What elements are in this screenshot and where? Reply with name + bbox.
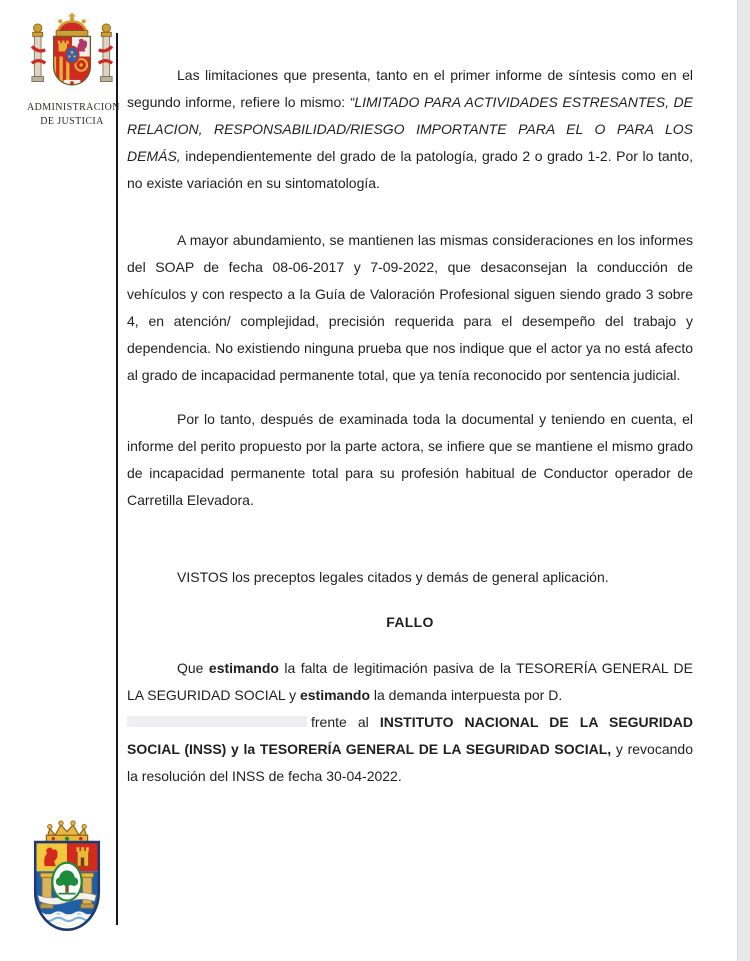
text-run: y revocando la resolución del INSS de fecha 30-04-2022. (127, 741, 693, 784)
institution-name-line1: ADMINISTRACION (27, 102, 120, 113)
paragraph-fallo (127, 655, 693, 790)
text-run: Que (177, 660, 209, 676)
text-run: estimando (208, 660, 279, 676)
text-run: INSTITUTO NACIONAL DE LA SEGURIDAD SOCIAL (INSS) y la TESORERÍA GENERAL DE LA SEGURIDAD SOCIAL, (127, 714, 693, 757)
text-run: independientemente del grado de la patología, grado 2 o grado 1-2. Por lo tanto, no existe variación en su sintomatología. (127, 148, 693, 191)
footer-emblem-block (22, 806, 112, 946)
text-run: la demanda interpuesta por D. (370, 687, 563, 703)
text-run: estimando (299, 687, 370, 703)
fallo-heading: FALLO (386, 614, 434, 630)
paragraph-limitaciones (127, 62, 693, 197)
text-run: frente al (311, 714, 380, 730)
text-run: Por lo tanto, después de examinada toda la documental y teniendo en cuenta, el informe del perito propuesto por la parte actora, se infiere que se mantiene el mismo grado de incapacidad permanente total para su profesión habitual de Conductor operador de Carretilla Elevadora. (127, 411, 693, 508)
institution-name-line2: DE JUSTICIA (40, 116, 104, 127)
document-text-column (127, 62, 693, 790)
paragraph-vistos (127, 564, 693, 591)
text-run: Las limitaciones que presenta, tanto en el primer informe de síntesis como en el segundo informe, refiere lo mismo: (127, 67, 693, 110)
paragraph-abundamiento (127, 227, 693, 389)
paragraph-conclusion (127, 406, 693, 514)
header-emblem-block (27, 8, 120, 128)
spain-coat-of-arms-icon (27, 8, 117, 100)
text-run: “LIMITADO PARA ACTIVIDADES ESTRESANTES, DE RELACION, RESPONSABILIDAD/RIESGO IMPORTANTE PARA EL O PARA LOS DEMÁS, (127, 94, 693, 164)
text-run: A mayor abundamiento, se mantienen las mismas consideraciones en los informes del SOAP de fecha 08-06-2017 y 7-09-2022, que desaconsejan la conducción de vehículos y con respecto a la Guía de Valoración Profesional siguen siendo grado 3 sobre 4, en atención/ complejidad, precisión requerida para el desempeño del trabajo y dependencia. No existiendo ninguna prueba que nos indique que el actor ya no está afecto al grado de incapacidad permanente total, que ya tenía reconocido por sentencia judicial. (127, 232, 693, 383)
margin-divider-line (116, 33, 118, 925)
redacted-name (127, 716, 307, 727)
text-run: VISTOS los preceptos legales citados y demás de general aplicación. (177, 569, 609, 585)
extremadura-coat-of-arms-icon (22, 806, 112, 946)
text-run: la falta de legitimación pasiva de la TESORERÍA GENERAL DE LA SEGURIDAD SOCIAL y (127, 660, 693, 703)
page-edge-shadow (737, 0, 750, 961)
